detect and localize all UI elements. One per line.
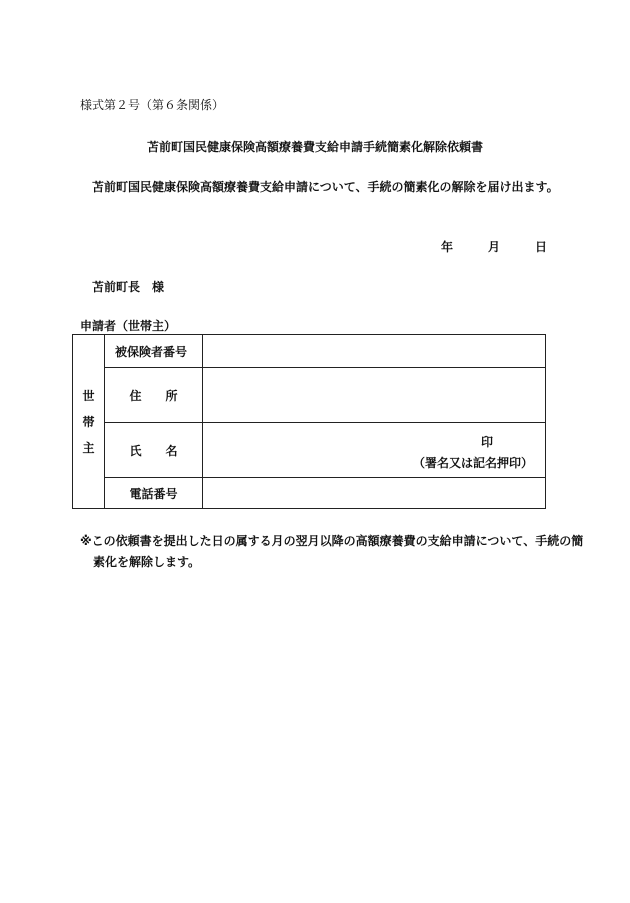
insured-number-field[interactable] — [203, 335, 546, 368]
phone-label: 電話番号 — [105, 478, 203, 509]
form-number: 様式第２号（第６条関係） — [80, 98, 225, 112]
household-head-label — [73, 335, 105, 509]
applicant-table — [72, 334, 546, 509]
address-row — [73, 368, 546, 423]
phone-row — [73, 478, 546, 509]
footnote — [80, 531, 584, 573]
seal-note: （署名又は記名押印） — [412, 456, 533, 470]
side-label-char: 世 — [82, 388, 95, 403]
name-field[interactable] — [203, 423, 546, 478]
name-label: 氏 名 — [105, 423, 203, 478]
phone-field[interactable] — [203, 478, 546, 509]
footnote-line-1: ※この依頼書を提出した日の属する月の翌月以降の高額療養費の支給申請について、手続の簡 — [80, 534, 584, 548]
insured-number-row — [73, 335, 546, 368]
seal-mark: 印 — [480, 435, 493, 449]
footnote-line-2: 素化を解除します。 — [93, 555, 201, 569]
date-day-label: 日 — [535, 240, 548, 254]
document-title: 苫前町国民健康保険高額療養費支給申請手続簡素化解除依頼書 — [146, 140, 483, 154]
side-label-char: 主 — [82, 440, 95, 455]
insured-number-label: 被保険者番号 — [105, 335, 203, 368]
address-field[interactable] — [203, 368, 546, 423]
date-month-label: 月 — [488, 240, 501, 254]
address-label: 住 所 — [105, 368, 203, 423]
name-row — [73, 423, 546, 478]
addressee: 苫前町長 様 — [92, 280, 165, 294]
applicant-heading: 申請者（世帯主） — [80, 319, 177, 333]
statement-text: 苫前町国民健康保険高額療養費支給申請について、手続の簡素化の解除を届け出ます。 — [92, 180, 559, 194]
date-year-label: 年 — [441, 240, 454, 254]
side-label-char: 帯 — [82, 414, 95, 429]
